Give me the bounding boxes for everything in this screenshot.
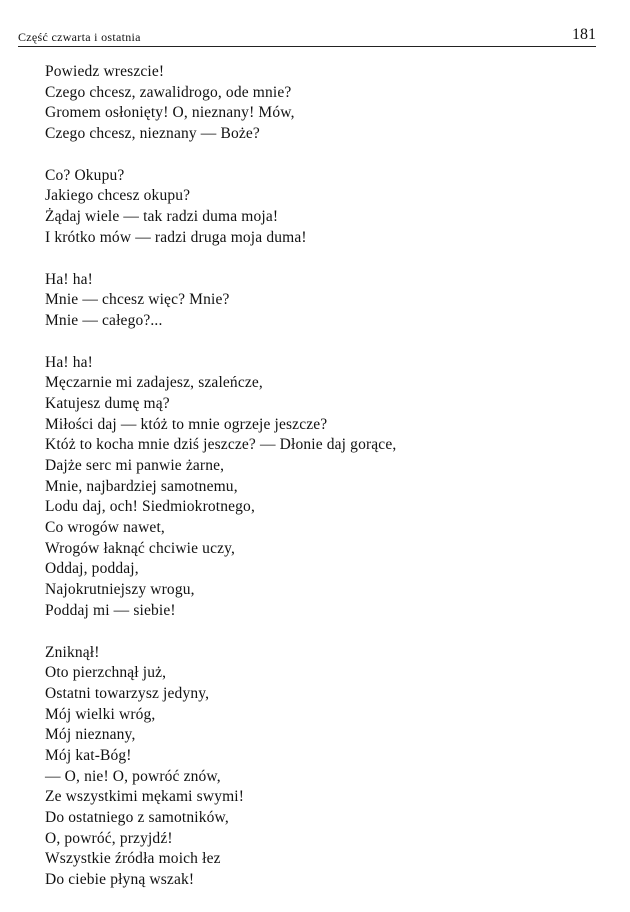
poem-line: Ostatni towarzysz jedyny, — [45, 684, 210, 702]
poem-line: Wrogów łaknąć chciwie uczy, — [45, 539, 236, 557]
poem-line: Wszystkie źródła moich łez — [45, 850, 221, 868]
poem-line: Co wrogów nawet, — [45, 519, 165, 537]
poem-line: Zniknął! — [45, 643, 100, 661]
poem-line: Ze wszystkimi mękami swymi! — [45, 788, 245, 806]
poem-line: Miłości daj — któż to mnie ogrzeje jeszcze? — [45, 415, 328, 433]
page-number: 181 — [572, 26, 596, 43]
running-title: Część czwarta i ostatnia — [18, 30, 141, 44]
poem-line: Do ciebie płyną wszak! — [45, 871, 195, 889]
poem-line: Żądaj wiele — tak radzi duma moja! — [45, 208, 279, 226]
poem-line: Mój nieznany, — [45, 726, 136, 744]
poem-line: — O, nie! O, powróć znów, — [45, 767, 221, 785]
poem-line: Powiedz wreszcie! — [45, 63, 165, 80]
poem-line: Męczarnie mi zadajesz, szaleńcze, — [45, 374, 263, 392]
poem-body — [45, 62, 605, 912]
poem-line: Mnie — chcesz więc? Mnie? — [45, 291, 230, 309]
poem-line: Czego chcesz, nieznany — Boże? — [45, 125, 260, 143]
poem-line: Któż to kocha mnie dziś jeszcze? — Dłonie daj gorące, — [45, 436, 397, 454]
poem-line: Co? Okupu? — [45, 166, 125, 184]
poem-line: Jakiego chcesz okupu? — [45, 187, 191, 205]
poem-line: Oto pierzchnął już, — [45, 664, 167, 682]
poem-line: Najokrutniejszy wrogu, — [45, 581, 195, 599]
poem-line: Lodu daj, och! Siedmiokrotnego, — [45, 498, 255, 516]
stanza — [45, 353, 605, 622]
poem-line: Do ostatniego z samotników, — [45, 809, 229, 826]
poem-line: Oddaj, poddaj, — [45, 560, 139, 578]
poem-line: Ha! ha! — [45, 270, 93, 288]
poem-line: I krótko mów — radzi druga moja duma! — [45, 228, 307, 246]
poem-line: Katujesz dumę mą? — [45, 394, 170, 412]
poem-line: Mój kat-Bóg! — [45, 746, 132, 764]
poem-line: Mnie — całego?... — [45, 311, 163, 329]
stanza — [45, 62, 605, 145]
poem-line: O, powróć, przyjdź! — [45, 829, 173, 847]
stanza — [45, 166, 605, 249]
poem-line: Mój wielki wróg, — [45, 705, 156, 723]
poem-line: Poddaj mi — siebie! — [45, 601, 176, 619]
stanza — [45, 643, 605, 891]
poem-line: Czego chcesz, zawalidrogo, ode mnie? — [45, 83, 292, 101]
poem-line: Dajże serc mi panwie żarne, — [45, 457, 225, 474]
poem-line: Gromem osłonięty! O, nieznany! Mów, — [45, 104, 295, 122]
poem-line: Mnie, najbardziej samotnemu, — [45, 477, 238, 495]
poem-line: Ha! ha! — [45, 353, 93, 371]
stanza — [45, 270, 605, 332]
running-header — [18, 28, 596, 47]
